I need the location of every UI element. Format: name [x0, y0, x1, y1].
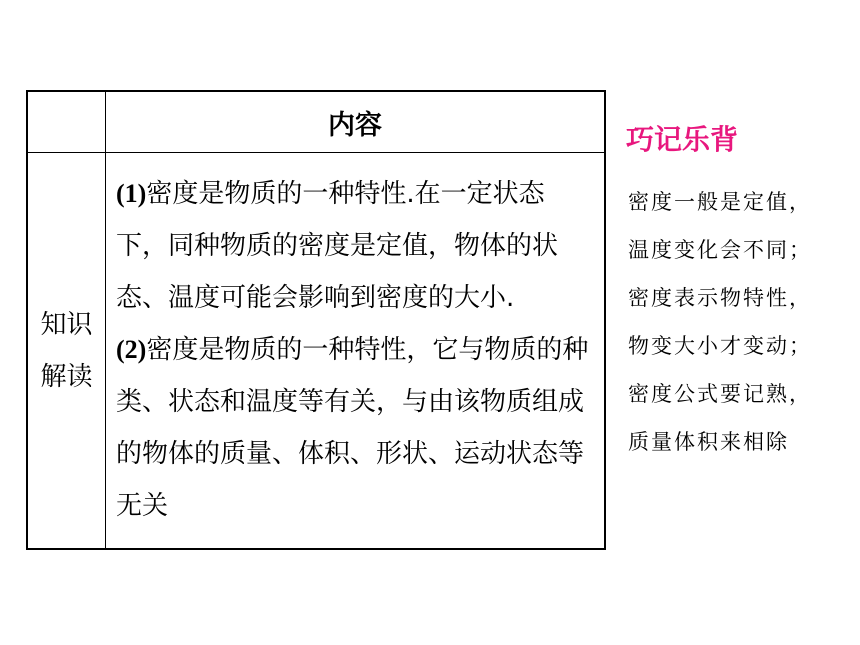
verse-line: 质量体积来相除 — [628, 430, 789, 454]
row-label — [28, 153, 105, 548]
item-1-number: (1) — [116, 179, 147, 208]
verse-line: 物变大小才变动； — [628, 334, 812, 358]
header-divider — [28, 152, 604, 153]
item-2-number: (2) — [116, 335, 147, 364]
item-2-text: 密度是物质的一种特性，它与物质的种类、状态和温度等有关，与由该物质组成的物体的质量、体积、形状、运动状态等无关 — [116, 335, 589, 521]
verse-line: 密度表示物特性， — [628, 286, 812, 310]
row-label-line2: 解读 — [40, 361, 93, 392]
row-label-line1: 知识 — [40, 309, 93, 340]
column-divider — [105, 92, 106, 548]
verse-line: 温度变化会不同； — [628, 238, 812, 262]
verse-line: 密度一般是定值， — [628, 190, 812, 214]
content-cell — [116, 168, 592, 532]
mnemonic-title: 巧记乐背 — [626, 123, 739, 156]
content-item-2 — [116, 324, 592, 532]
verse-line: 密度公式要记熟， — [628, 382, 812, 406]
table-header-content: 内容 — [328, 109, 382, 141]
mnemonic-verses — [628, 178, 812, 466]
item-1-text: 密度是物质的一种特性.在一定状态下，同种物质的密度是定值，物体的状态、温度可能会影响到密度的大小. — [116, 179, 559, 313]
knowledge-table — [26, 90, 606, 550]
content-item-1 — [116, 168, 592, 324]
